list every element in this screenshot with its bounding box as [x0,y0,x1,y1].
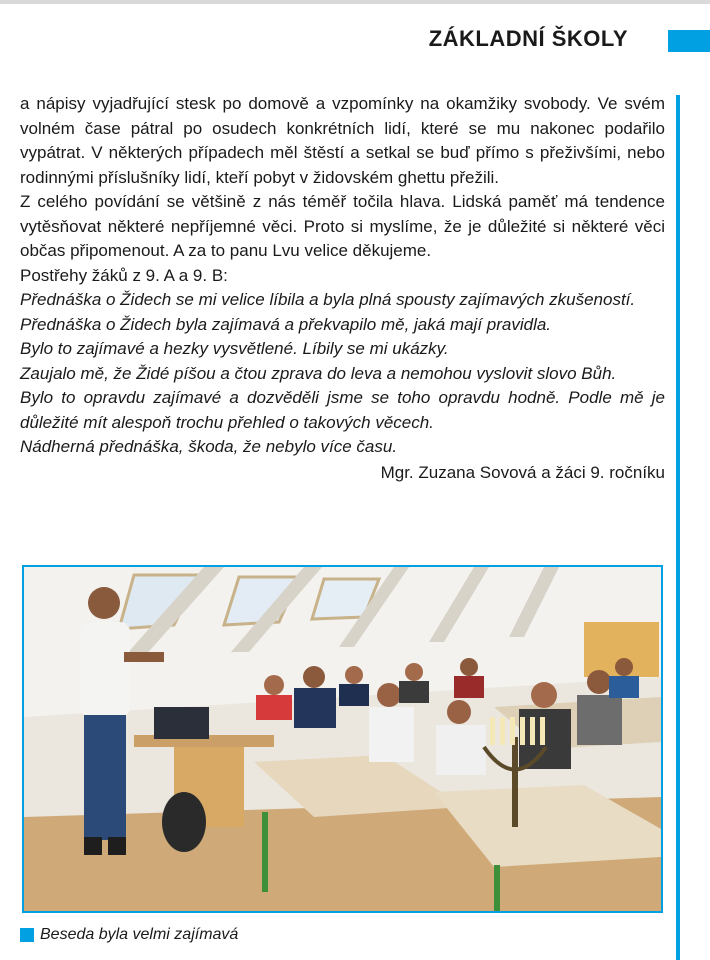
classroom-photo [22,565,663,913]
caption-text: Beseda byla velmi zajímavá [40,926,239,943]
article-paragraph: Postřehy žáků z 9. A a 9. B: [20,265,228,285]
caption-marker [20,928,34,942]
student-quote: Bylo to zajímavé a hezky vysvětlené. Líbily se mi ukázky. [20,339,449,358]
header-accent-block [668,30,710,52]
header-rule [0,0,710,4]
article-paragraph: Z celého povídání se většině z nás téměř točila hlava. Lidská paměť má tendence vytěsňovat některé nepříjemné věci. Proto si myslíme, že je důležité si některé věci občas připomenout. A za to panu Lvu velice děkujeme. [20,192,665,260]
article-paragraph: a nápisy vyjadřující stesk po domově a vzpomínky na okamžiky svobody. Ve svém volném čase pátral po osudech konkrétních lidí, které se mu nakonec podařilo vypátrat. V některých případech měl štěstí a setkal se buď přímo s přeživšími, nebo rodinnými příslušníky lidí, kteří pobyt v židovském ghettu přežili. [20,94,665,187]
article-signature: Mgr. Zuzana Sovová a žáci 9. ročníku [380,462,665,482]
section-title: ZÁKLADNÍ ŠKOLY [428,26,628,51]
photo-caption [20,926,238,944]
student-quote: Zaujalo mě, že Židé píšou a čtou zprava do leva a nemohou vyslovit slovo Bůh. [20,363,617,383]
page-edge-rule [676,95,680,960]
student-quote: Přednáška o Židech se mi velice líbila a byla plná spousty zajímavých zkušeností. [20,290,636,309]
student-quote: Nádherná přednáška, škoda, že nebylo více času. [20,437,398,456]
student-quote: Přednáška o Židech byla zajímavá a překvapilo mě, jaká mají pravidla. [20,314,552,334]
student-quote: Bylo to opravdu zajímavé a dozvěděli jsme se toho opravdu hodně. Podle mě je důležité mít alespoň trochu přehled o takových věcech. [20,388,665,432]
article-body [20,92,665,485]
